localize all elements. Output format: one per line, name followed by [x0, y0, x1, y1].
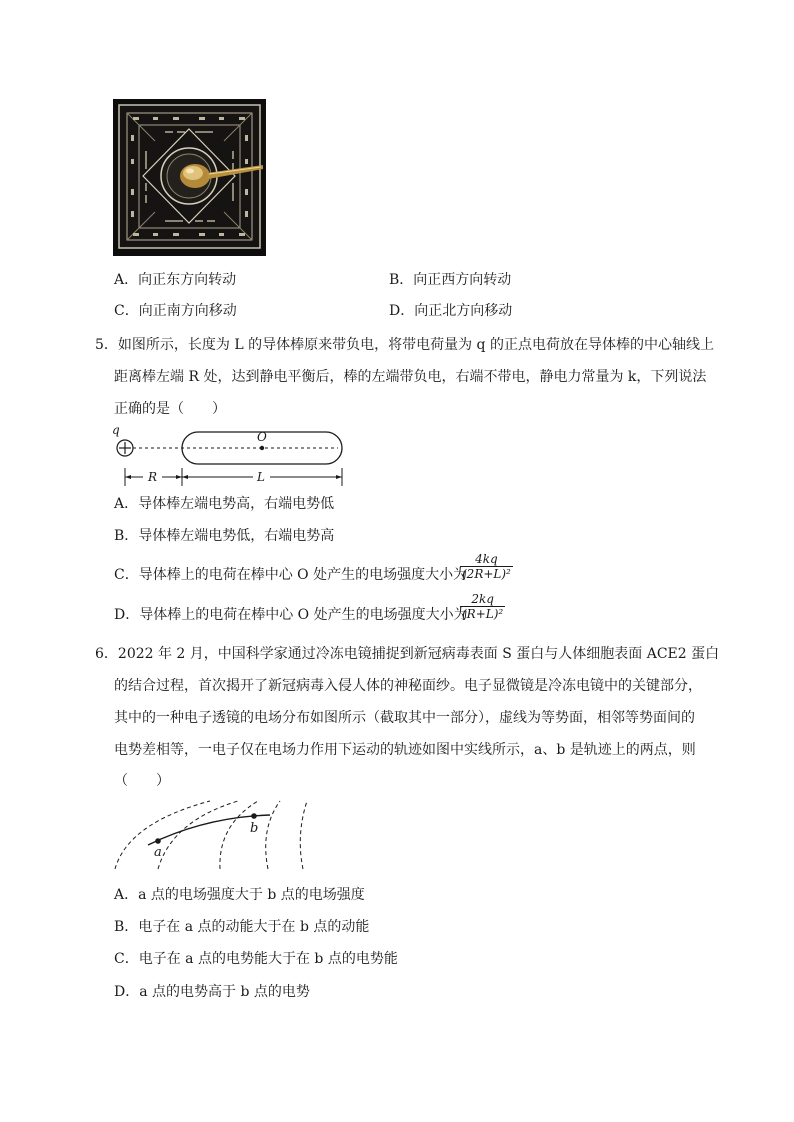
- q6-stem-line-1: 6．2022 年 2 月，中国科学家通过冷冻电镜捕捉到新冠病毒表面 S 蛋白与人体细胞表面 ACE2 蛋白: [95, 646, 720, 662]
- q6-equipotential-figure: [110, 795, 320, 873]
- q5-label-r: R: [148, 470, 158, 484]
- q6-option-c: C．电子在 a 点的电势能大于在 b 点的电势能: [114, 951, 398, 967]
- q5-label-l: L: [257, 470, 265, 484]
- q6-option-b: B．电子在 a 点的动能大于在 b 点的动能: [114, 919, 370, 935]
- q6-stem-line-3: 其中的一种电子透镜的电场分布如图所示（截取其中一部分），虚线为等势面，相邻等势面间的: [114, 710, 695, 726]
- q5-option-d-numerator: 2kq: [471, 592, 494, 606]
- q6-point-b: [251, 813, 257, 819]
- q6-equipotential-line-5: [300, 801, 307, 869]
- q6-equipotential-line-4: [266, 801, 280, 869]
- q5-option-c-numerator: 4kq: [475, 552, 498, 566]
- q5-option-c: C．导体棒上的电荷在棒中心 O 处产生的电场强度大小为: [114, 567, 468, 583]
- q4-option-a: A．向正东方向转动: [114, 272, 237, 288]
- q6-stem-line-2: 的结合过程，首次揭开了新冠病毒入侵人体的神秘面纱。电子显微镜是冷冻电镜中的关键部分，: [114, 678, 702, 694]
- q5-option-d: D．导体棒上的电荷在棒中心 O 处产生的电场强度大小为: [114, 607, 468, 623]
- q6-label-a: a: [154, 845, 162, 860]
- q5-label-q: q: [112, 423, 120, 437]
- q5-stem-line-2: 距离棒左端 R 处，达到静电平衡后，棒的左端带负电，右端不带电，静电力常量为 k，下列说法: [114, 369, 707, 385]
- q5-option-d-denominator: (R+L)²: [462, 607, 504, 621]
- q5-option-d-fraction: [460, 592, 505, 622]
- q5-label-o: O: [257, 430, 267, 444]
- compass-photo: [113, 99, 266, 256]
- q5-conductor-rod-figure: [108, 420, 353, 492]
- q6-stem-line-4: 电势差相等，一电子仅在电场力作用下运动的轨迹如图中实线所示，a、b 是轨迹上的两点，则: [114, 742, 696, 758]
- q5-option-a: A．导体棒左端电势高，右端电势低: [114, 496, 335, 512]
- q5-option-c-denominator: (2R+L)²: [462, 567, 511, 581]
- q5-option-b: B．导体棒左端电势低，右端电势高: [114, 528, 335, 544]
- q5-stem-line-3: 正确的是（ ）: [114, 401, 226, 417]
- q4-option-b: B．向正西方向转动: [389, 272, 512, 288]
- q6-option-d: D．a 点的电势高于 b 点的电势: [114, 984, 310, 1000]
- q5-stem-line-1: 5．如图所示，长度为 L 的导体棒原来带负电，将带电荷量为 q 的正点电荷放在导体棒的中心轴线上: [95, 337, 714, 353]
- q6-point-a: [155, 838, 161, 844]
- q4-option-c: C．向正南方向移动: [114, 303, 237, 319]
- q6-option-a: A．a 点的电场强度大于 b 点的电场强度: [114, 887, 365, 903]
- q5-option-c-fraction: [460, 552, 513, 582]
- q6-label-b: b: [250, 821, 259, 836]
- q6-stem-line-5: （ ）: [114, 773, 170, 789]
- q6-equipotential-line-1: [115, 801, 210, 869]
- q5-center-point: [260, 446, 264, 450]
- q4-option-d: D．向正北方向移动: [389, 303, 513, 319]
